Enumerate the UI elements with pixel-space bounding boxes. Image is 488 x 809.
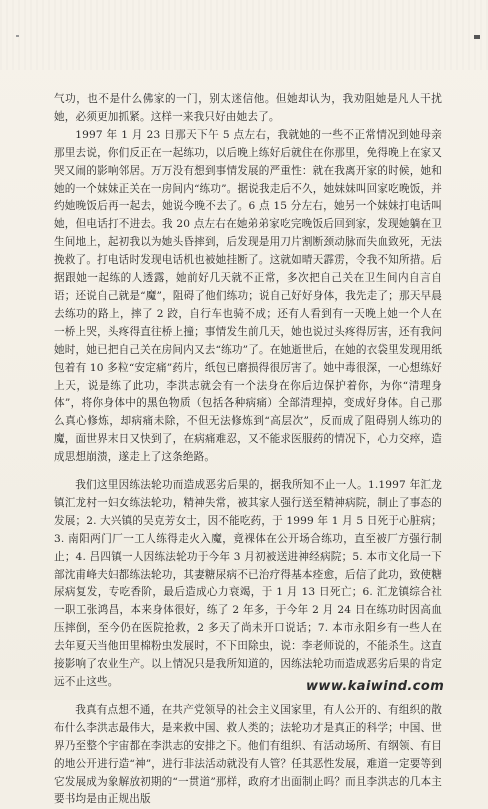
paragraph-3: 我们这里因练法轮功而造成恶劣后果的，据我所知不止一人。1.1997 年汇龙镇汇龙村一妇女练法轮功，精神失常，被其家人强行送至精神病院，制止了事态的发展；2. 大兴镇的吴克芳女士，因不能吃药，于 1999 年 1 月 5 日死于心脏病；3. 南阳两门厂一工人练得走火入魔，竟裸体在公开场合练功，直至被厂方强行制止；4. 吕四镇一人因练法轮功于今年 3 月初被送进神经病院；5. 本市文化局一下部沈甫峰夫妇都练法轮功，其妻糖尿病不已治疗得基本痊愈，后信了此功，致使糖尿病复发，专吃香阶，最后造成心力衰竭，于 1 月 13 日死亡；6. 汇龙镇综合社一职工张鸿昌，本来身体很好，练了 2 年多，于今年 2 月 24 日在练功时因高血压摔倒，至今仍在医院抢救，2 多天了尚未开口说话；7. 本市永阳乡有一些人在去年夏天当他田里棉粉虫发展时，不下田除虫，说：李老师说的，不能杀生。这直接影响了农业生产。以上情况只是我所知道的，因练法轮功而造成恶劣后果的肯定远不止这些。 — [54, 479, 442, 688]
paragraph-1: 气功，也不是什么佛家的一门，别太迷信他。但她却认为，我劝阻她是凡人干扰她，必须更加抓紧。这样一来我只好由她去了。 — [54, 93, 442, 123]
body-text — [54, 91, 445, 809]
scan-speck — [16, 35, 19, 37]
paragraph-4: 我真有点想不通，在共产党领导的社会主义国家里，有人公开的、有组织的散布什么李洪志最伟大，是来救中国、救人类的；法轮功才是真正的科学；中国、世界乃至整个宇宙都在李洪志的安排之下。他们有组织、有活动场所、有纲领、有目的地公开进行造“神”，进行非法活动就没有人管？任其恶性发展，难道一定要等到它发展成为象解放初期的“一贯道”那样，政府才出面制止吗？而且李洪志的几本主要书均是由正规出版 — [54, 703, 442, 806]
site-watermark: www.kaiwind.com — [306, 679, 445, 694]
scan-texture — [0, 0, 488, 70]
scan-speck — [474, 35, 480, 39]
paragraph-2: 1997 年 1 月 23 日那天下午 5 点左右，我就她的一些不正常情况到她母亲那里去说，你们反正在一起练功，以后晚上练好后就住在你那里，免得晚上在家又哭又闹的影响邻居。万万没有想到事情发展的严重性：就在我离开家的时候，她和她的一个妹妹正关在一房间内“练功”。据说我走后不久，她妹妹叫回家吃晚饭，并约她晚饭后再一起去，她说今晚不去了。6 点 15 分左右，她另一个妹妹打电话叫她，但电话打不进去。我 20 点左右在她弟弟家吃完晚饭后回到家，发现她躺在卫生间地上，起初我以为她头昏摔到，后发现是用刀片割断颈动脉而失血致死，无法挽救了。打电话时发现电话机也被她挂断了。这就如晴天霹雳，令我不知所措。后据跟她一起练的人透露，她前好几天就不正常，多次把自己关在卫生间内自言自语；还说自己就是“魔”，阻碍了他们练功；说自己好好身体，我先走了；那天早晨去练功的路上，摔了 2 跤，自行车也骑不成；还有人看到有一天晚上她一个人在一桥上哭，头疼得直往桥上撞；事情发生前几天，她也说过头疼得厉害，还有我问她时，她已把自己关在房间内又去“练功”了。在她逝世后，在她的衣袋里发现用纸包着有 10 多粒“安定痛”药片，纸包已磨损得很厉害了。她中毒很深，一心想练好上天，说是练了此功，李洪志就会有一个法身在你后边保护着你，为你“清理身体”，将你身体中的黑色物质（包括各种病痛）全部清理掉，变成好身体。自己那么真心修炼，却病痛未除，不但无法修炼到“高层次”，反而成了阻碍别人练功的魔，面世界末日又快到了，在病痛难忍，又不能求医服药的情况下，心力交瘁，造成思想崩溃，遂走上了这条绝路。 — [54, 128, 442, 464]
